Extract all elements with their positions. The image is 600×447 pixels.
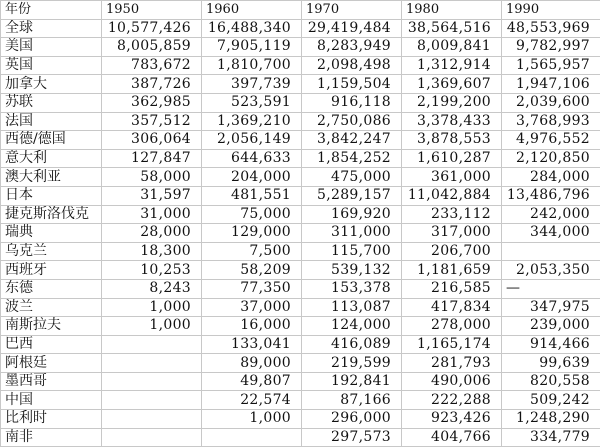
value-cell[interactable]: 404,766 xyxy=(402,428,502,447)
value-cell[interactable]: 317,000 xyxy=(402,224,502,243)
value-cell[interactable]: 2,098,498 xyxy=(302,56,402,75)
value-cell[interactable]: 10,577,426 xyxy=(102,19,202,38)
country-cell[interactable]: 波兰 xyxy=(1,298,102,317)
value-cell[interactable]: 124,000 xyxy=(302,317,402,336)
value-cell[interactable]: 31,597 xyxy=(102,186,202,205)
value-cell[interactable]: 284,000 xyxy=(502,168,600,187)
table-row xyxy=(1,168,600,187)
value-cell[interactable]: 1,000 xyxy=(102,317,202,336)
value-cell[interactable]: 2,750,086 xyxy=(302,112,402,131)
value-cell[interactable]: 216,585 xyxy=(402,279,502,298)
value-cell[interactable]: 509,242 xyxy=(502,391,600,410)
value-cell[interactable]: 481,551 xyxy=(202,186,302,205)
value-cell[interactable]: 31,000 xyxy=(102,205,202,224)
value-cell[interactable]: 13,486,796 xyxy=(502,186,600,205)
value-cell[interactable] xyxy=(102,391,202,410)
table-row xyxy=(1,205,600,224)
value-cell[interactable]: 129,000 xyxy=(202,224,302,243)
value-cell[interactable]: 127,847 xyxy=(102,149,202,168)
value-cell[interactable]: 75,000 xyxy=(202,205,302,224)
value-cell[interactable] xyxy=(102,335,202,354)
value-cell[interactable]: 3,378,433 xyxy=(402,112,502,131)
table-row xyxy=(1,149,600,168)
value-cell[interactable]: 306,064 xyxy=(102,131,202,150)
country-cell[interactable]: 西班牙 xyxy=(1,261,102,280)
header-row xyxy=(1,1,600,20)
value-cell[interactable]: 1,947,106 xyxy=(502,75,600,94)
value-cell[interactable]: 523,591 xyxy=(202,93,302,112)
value-cell[interactable]: 2,120,850 xyxy=(502,149,600,168)
value-cell[interactable]: 113,087 xyxy=(302,298,402,317)
value-cell[interactable]: 361,000 xyxy=(402,168,502,187)
value-cell[interactable]: 362,985 xyxy=(102,93,202,112)
country-cell[interactable]: 日本 xyxy=(1,186,102,205)
value-cell[interactable]: 1,000 xyxy=(102,298,202,317)
country-cell[interactable]: 加拿大 xyxy=(1,75,102,94)
table-row xyxy=(1,354,600,373)
value-cell[interactable]: 1,181,659 xyxy=(402,261,502,280)
table-row xyxy=(1,391,600,410)
value-cell[interactable] xyxy=(502,242,600,261)
table-row xyxy=(1,75,600,94)
table-body xyxy=(1,1,600,447)
value-cell[interactable]: 344,000 xyxy=(502,224,600,243)
value-cell[interactable]: 11,042,884 xyxy=(402,186,502,205)
value-cell[interactable]: 7,500 xyxy=(202,242,302,261)
value-cell[interactable]: 820,558 xyxy=(502,372,600,391)
value-cell[interactable]: 242,000 xyxy=(502,205,600,224)
table-row xyxy=(1,317,600,336)
table-row xyxy=(1,93,600,112)
value-cell[interactable]: 397,739 xyxy=(202,75,302,94)
country-cell[interactable]: 南非 xyxy=(1,428,102,447)
table-row xyxy=(1,186,600,205)
value-cell[interactable]: 3,842,247 xyxy=(302,131,402,150)
table-row xyxy=(1,242,600,261)
value-cell[interactable]: 916,118 xyxy=(302,93,402,112)
value-cell[interactable]: 490,006 xyxy=(402,372,502,391)
value-cell[interactable]: 347,975 xyxy=(502,298,600,317)
table-row xyxy=(1,298,600,317)
value-cell[interactable]: 87,166 xyxy=(302,391,402,410)
country-cell[interactable]: 西德/德国 xyxy=(1,131,102,150)
value-cell[interactable]: 38,564,516 xyxy=(402,19,502,38)
value-cell[interactable]: 7,905,119 xyxy=(202,38,302,57)
value-cell[interactable]: 16,000 xyxy=(202,317,302,336)
table-row xyxy=(1,224,600,243)
value-cell[interactable]: 169,920 xyxy=(302,205,402,224)
value-cell[interactable]: 311,000 xyxy=(302,224,402,243)
value-cell[interactable]: 539,132 xyxy=(302,261,402,280)
value-cell[interactable]: 37,000 xyxy=(202,298,302,317)
value-cell[interactable]: 4,976,552 xyxy=(502,131,600,150)
value-cell[interactable] xyxy=(102,428,202,447)
value-cell[interactable]: 281,793 xyxy=(402,354,502,373)
header-cell-year[interactable]: 1970 xyxy=(302,1,402,20)
country-cell[interactable]: 全球 xyxy=(1,19,102,38)
value-cell[interactable]: 219,599 xyxy=(302,354,402,373)
value-cell[interactable]: 296,000 xyxy=(302,410,402,429)
value-cell[interactable]: 133,041 xyxy=(202,335,302,354)
value-cell[interactable]: 334,779 xyxy=(502,428,600,447)
table-row xyxy=(1,410,600,429)
value-cell[interactable]: 204,000 xyxy=(202,168,302,187)
country-cell[interactable]: 比利时 xyxy=(1,410,102,429)
table-row xyxy=(1,261,600,280)
value-cell[interactable]: 417,834 xyxy=(402,298,502,317)
value-cell[interactable]: 297,573 xyxy=(302,428,402,447)
table-row xyxy=(1,335,600,354)
value-cell[interactable]: 16,488,340 xyxy=(202,19,302,38)
value-cell[interactable]: 387,726 xyxy=(102,75,202,94)
country-cell[interactable]: 乌克兰 xyxy=(1,242,102,261)
value-cell[interactable]: 99,639 xyxy=(502,354,600,373)
value-cell[interactable] xyxy=(102,410,202,429)
value-cell[interactable]: 22,574 xyxy=(202,391,302,410)
value-cell[interactable]: 1,610,287 xyxy=(402,149,502,168)
value-cell[interactable]: 8,283,949 xyxy=(302,38,402,57)
value-cell[interactable]: 8,009,841 xyxy=(402,38,502,57)
value-cell[interactable]: 644,633 xyxy=(202,149,302,168)
value-cell[interactable]: 783,672 xyxy=(102,56,202,75)
value-cell[interactable]: 18,300 xyxy=(102,242,202,261)
country-cell[interactable]: 南斯拉夫 xyxy=(1,317,102,336)
table-row xyxy=(1,19,600,38)
country-cell[interactable]: 中国 xyxy=(1,391,102,410)
value-cell[interactable]: 89,000 xyxy=(202,354,302,373)
country-cell[interactable]: 法国 xyxy=(1,112,102,131)
value-cell[interactable]: 1,248,290 xyxy=(502,410,600,429)
value-cell[interactable]: 153,378 xyxy=(302,279,402,298)
value-cell[interactable]: 1,369,607 xyxy=(402,75,502,94)
country-cell[interactable]: 墨西哥 xyxy=(1,372,102,391)
country-cell[interactable]: 巴西 xyxy=(1,335,102,354)
value-cell[interactable]: 77,350 xyxy=(202,279,302,298)
country-cell[interactable]: 美国 xyxy=(1,38,102,57)
value-cell[interactable]: 2,039,600 xyxy=(502,93,600,112)
header-cell-year[interactable]: 1980 xyxy=(402,1,502,20)
value-cell[interactable]: 58,000 xyxy=(102,168,202,187)
value-cell[interactable]: 115,700 xyxy=(302,242,402,261)
value-cell[interactable]: — xyxy=(502,279,600,298)
value-cell[interactable]: 9,782,997 xyxy=(502,38,600,57)
header-cell-year[interactable]: 1960 xyxy=(202,1,302,20)
value-cell[interactable] xyxy=(102,372,202,391)
value-cell[interactable]: 3,878,553 xyxy=(402,131,502,150)
country-cell[interactable]: 瑞典 xyxy=(1,224,102,243)
value-cell[interactable]: 914,466 xyxy=(502,335,600,354)
value-cell[interactable] xyxy=(102,354,202,373)
table-row xyxy=(1,56,600,75)
value-cell[interactable]: 58,209 xyxy=(202,261,302,280)
value-cell[interactable]: 10,253 xyxy=(102,261,202,280)
header-cell-year[interactable]: 1990 xyxy=(502,1,600,20)
table-row xyxy=(1,372,600,391)
value-cell[interactable]: 1,159,504 xyxy=(302,75,402,94)
value-cell[interactable]: 278,000 xyxy=(402,317,502,336)
value-cell[interactable]: 2,053,350 xyxy=(502,261,600,280)
value-cell[interactable]: 239,000 xyxy=(502,317,600,336)
value-cell[interactable]: 1,165,174 xyxy=(402,335,502,354)
value-cell[interactable]: 48,553,969 xyxy=(502,19,600,38)
country-cell[interactable]: 澳大利亚 xyxy=(1,168,102,187)
value-cell[interactable]: 8,005,859 xyxy=(102,38,202,57)
country-cell[interactable]: 阿根廷 xyxy=(1,354,102,373)
value-cell[interactable]: 222,288 xyxy=(402,391,502,410)
country-cell[interactable]: 苏联 xyxy=(1,93,102,112)
value-cell[interactable]: 206,700 xyxy=(402,242,502,261)
table-row xyxy=(1,38,600,57)
value-cell[interactable]: 5,289,157 xyxy=(302,186,402,205)
value-cell[interactable]: 28,000 xyxy=(102,224,202,243)
header-cell-year-label[interactable]: 年份 xyxy=(1,1,102,20)
table-row xyxy=(1,279,600,298)
value-cell[interactable]: 1,312,914 xyxy=(402,56,502,75)
value-cell[interactable]: 1,565,957 xyxy=(502,56,600,75)
table-row xyxy=(1,112,600,131)
value-cell[interactable]: 416,089 xyxy=(302,335,402,354)
value-cell[interactable]: 233,112 xyxy=(402,205,502,224)
value-cell[interactable]: 29,419,484 xyxy=(302,19,402,38)
value-cell[interactable]: 475,000 xyxy=(302,168,402,187)
value-cell[interactable]: 3,768,993 xyxy=(502,112,600,131)
value-cell[interactable]: 2,199,200 xyxy=(402,93,502,112)
value-cell[interactable]: 49,807 xyxy=(202,372,302,391)
country-cell[interactable]: 英国 xyxy=(1,56,102,75)
table-row xyxy=(1,428,600,447)
table-row xyxy=(1,131,600,150)
country-cell[interactable]: 东德 xyxy=(1,279,102,298)
value-cell[interactable]: 1,000 xyxy=(202,410,302,429)
value-cell[interactable]: 1,369,210 xyxy=(202,112,302,131)
value-cell[interactable]: 1,810,700 xyxy=(202,56,302,75)
country-cell[interactable]: 意大利 xyxy=(1,149,102,168)
value-cell[interactable]: 8,243 xyxy=(102,279,202,298)
value-cell[interactable]: 1,854,252 xyxy=(302,149,402,168)
value-cell[interactable]: 192,841 xyxy=(302,372,402,391)
value-cell[interactable] xyxy=(202,428,302,447)
header-cell-year[interactable]: 1950 xyxy=(102,1,202,20)
value-cell[interactable]: 923,426 xyxy=(402,410,502,429)
country-cell[interactable]: 捷克斯洛伐克 xyxy=(1,205,102,224)
value-cell[interactable]: 357,512 xyxy=(102,112,202,131)
value-cell[interactable]: 2,056,149 xyxy=(202,131,302,150)
